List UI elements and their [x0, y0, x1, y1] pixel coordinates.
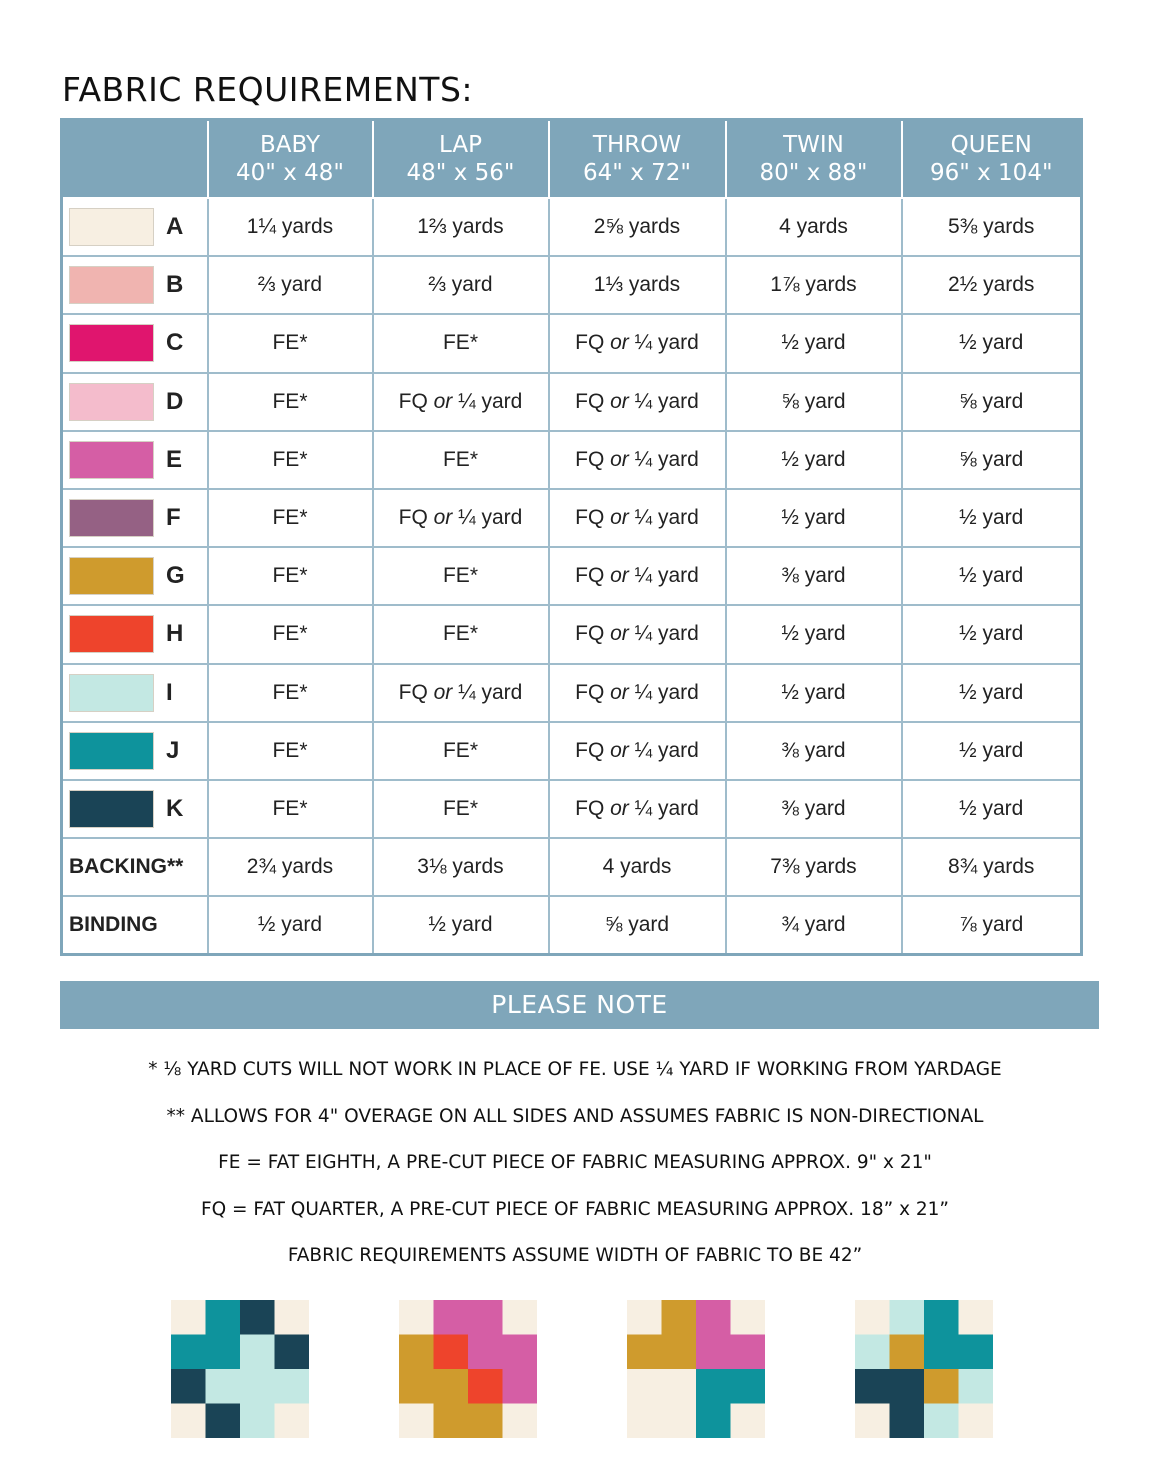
amount-cell: FE*	[208, 373, 373, 431]
col-header-twin	[726, 120, 902, 199]
col-header-queen	[902, 120, 1082, 199]
amount-cell: FE*	[373, 547, 549, 605]
col-name: QUEEN	[950, 132, 1032, 158]
quilt-patch	[696, 1404, 731, 1439]
fabric-cell	[62, 373, 208, 431]
fabric-row-g	[62, 547, 1082, 605]
quilt-patch	[890, 1335, 925, 1370]
amount-cell: FQ or ¼ yard	[549, 547, 726, 605]
or-word: or	[433, 389, 453, 413]
quilt-patch	[468, 1300, 503, 1335]
note-line: ** ALLOWS FOR 4" OVERAGE ON ALL SIDES AND ASSUMES FABRIC IS NON-DIRECTIONAL	[166, 1105, 984, 1127]
col-header-baby	[208, 120, 373, 199]
amount-cell: 3⅛ yards	[373, 838, 549, 896]
quilt-block-3	[627, 1300, 765, 1438]
quilt-block-previews	[0, 1300, 1150, 1440]
fabric-cell	[62, 547, 208, 605]
amount-cell: 5⅜ yards	[902, 198, 1082, 256]
quilt-block-4	[855, 1300, 993, 1438]
quilt-patch	[959, 1404, 994, 1439]
amount-cell: FE*	[208, 780, 373, 838]
quilt-block-svg	[399, 1300, 537, 1438]
fabric-letter: A	[166, 213, 184, 241]
amount-cell: ¾ yard	[726, 896, 902, 954]
quilt-patch	[627, 1404, 662, 1439]
amount-cell: 4 yards	[549, 838, 726, 896]
quilt-patch	[890, 1300, 925, 1335]
amount-cell: ½ yard	[208, 896, 373, 954]
fabric-swatch	[69, 208, 154, 246]
fabric-cell	[62, 431, 208, 489]
amount-cell: 2⅝ yards	[549, 198, 726, 256]
or-word: or	[610, 506, 629, 530]
or-word: or	[610, 564, 629, 588]
page-title: FABRIC REQUIREMENTS:	[62, 70, 474, 109]
amount-cell: 2¾ yards	[208, 838, 373, 896]
quilt-patch	[240, 1300, 275, 1335]
fabric-row-c	[62, 314, 1082, 372]
or-word: or	[610, 796, 629, 820]
amount-cell: ⅔ yard	[373, 256, 549, 314]
note-line: FABRIC REQUIREMENTS ASSUME WIDTH OF FABRIC TO BE 42”	[287, 1245, 863, 1266]
or-word: or	[610, 622, 629, 646]
quilt-patch	[275, 1404, 310, 1439]
col-size: 64" x 72"	[583, 160, 691, 186]
quilt-block-svg	[627, 1300, 765, 1438]
corner-header	[62, 120, 208, 199]
quilt-patch	[731, 1404, 766, 1439]
fabric-cell	[62, 722, 208, 780]
quilt-block-1	[171, 1300, 309, 1438]
amount-cell: ½ yard	[726, 605, 902, 663]
amount-cell: ½ yard	[902, 314, 1082, 372]
col-size: 80" x 88"	[759, 160, 868, 186]
quilt-patch	[627, 1300, 662, 1335]
amount-cell: ½ yard	[726, 664, 902, 722]
quilt-patch	[662, 1369, 697, 1404]
amount-cell: FQ or ¼ yard	[549, 431, 726, 489]
amount-cell: 8¾ yards	[902, 838, 1082, 896]
quilt-patch	[731, 1369, 766, 1404]
amount-cell: FE*	[208, 431, 373, 489]
amount-cell: FE*	[208, 722, 373, 780]
quilt-patch	[627, 1369, 662, 1404]
row-label: BINDING	[62, 896, 208, 954]
amount-cell: ⅜ yard	[726, 722, 902, 780]
col-name: BABY	[259, 132, 321, 158]
quilt-patch	[434, 1404, 469, 1439]
fabric-letter: F	[166, 504, 181, 532]
fabric-letter: J	[166, 736, 180, 764]
fabric-cell	[62, 664, 208, 722]
quilt-patch	[434, 1369, 469, 1404]
quilt-patch	[240, 1335, 275, 1370]
quilt-patch	[171, 1300, 206, 1335]
fabric-letter: E	[166, 445, 183, 473]
or-word: or	[610, 680, 629, 704]
fabric-letter: D	[166, 387, 184, 415]
col-size: 96" x 104"	[929, 160, 1053, 186]
amount-cell: FE*	[373, 605, 549, 663]
amount-cell: ½ yard	[726, 489, 902, 547]
quilt-patch	[240, 1404, 275, 1439]
quilt-patch	[662, 1404, 697, 1439]
amount-cell: FQ or ¼ yard	[373, 664, 549, 722]
fabric-letter: H	[166, 620, 184, 648]
amount-cell: ½ yard	[902, 547, 1082, 605]
quilt-patch	[959, 1335, 994, 1370]
fabric-cell	[62, 780, 208, 838]
amount-cell: FQ or ¼ yard	[549, 664, 726, 722]
quilt-patch	[434, 1300, 469, 1335]
fabric-letter: G	[166, 562, 185, 590]
quilt-patch	[275, 1369, 310, 1404]
amount-cell: FQ or ¼ yard	[549, 722, 726, 780]
col-name: THROW	[592, 132, 682, 158]
amount-cell: 7⅜ yards	[726, 838, 902, 896]
amount-cell: ⅝ yard	[549, 896, 726, 954]
amount-cell: 1⅓ yards	[549, 256, 726, 314]
amount-cell: FE*	[373, 431, 549, 489]
amount-cell: FQ or ¼ yard	[549, 489, 726, 547]
amount-cell: ½ yard	[902, 605, 1082, 663]
note-line: FE = FAT EIGHTH, A PRE-CUT PIECE OF FABRIC MEASURING APPROX. 9" x 21"	[218, 1152, 932, 1173]
fabric-swatch	[69, 441, 154, 479]
quilt-patch	[240, 1369, 275, 1404]
amount-cell: FE*	[208, 547, 373, 605]
quilt-patch	[206, 1335, 241, 1370]
note-line: FQ = FAT QUARTER, A PRE-CUT PIECE OF FABRIC MEASURING APPROX. 18” x 21”	[200, 1198, 950, 1220]
or-word: or	[610, 389, 629, 413]
quilt-patch	[503, 1404, 538, 1439]
amount-cell: FQ or ¼ yard	[549, 373, 726, 431]
amount-cell: FQ or ¼ yard	[549, 314, 726, 372]
fabric-swatch	[69, 383, 154, 421]
amount-cell: FE*	[208, 664, 373, 722]
fabric-swatch	[69, 324, 154, 362]
fabric-row-b	[62, 256, 1082, 314]
table-header-row	[62, 120, 1082, 199]
quilt-patch	[434, 1335, 469, 1370]
fabric-row-j	[62, 722, 1082, 780]
amount-cell: 1¼ yards	[208, 198, 373, 256]
fabric-cell	[62, 198, 208, 256]
amount-cell: FE*	[208, 489, 373, 547]
fabric-swatch	[69, 266, 154, 304]
quilt-patch	[959, 1369, 994, 1404]
row-label: BACKING**	[62, 838, 208, 896]
quilt-patch	[890, 1404, 925, 1439]
notes-list	[0, 1052, 1150, 1285]
col-header-lap	[373, 120, 549, 199]
amount-cell: ⅜ yard	[726, 780, 902, 838]
fabric-letter: I	[166, 678, 173, 706]
or-word: or	[433, 680, 453, 704]
fabric-row-i	[62, 664, 1082, 722]
col-size: 40" x 48"	[236, 160, 344, 186]
quilt-patch	[731, 1300, 766, 1335]
quilt-patch	[468, 1335, 503, 1370]
quilt-patch	[959, 1300, 994, 1335]
quilt-patch	[924, 1335, 959, 1370]
amount-cell: 4 yards	[726, 198, 902, 256]
amount-cell: ½ yard	[902, 780, 1082, 838]
quilt-patch	[696, 1300, 731, 1335]
amount-cell: ½ yard	[373, 896, 549, 954]
fabric-swatch	[69, 790, 154, 828]
amount-cell: ⅝ yard	[902, 431, 1082, 489]
amount-cell: ½ yard	[726, 314, 902, 372]
fabric-letter: C	[166, 329, 184, 357]
col-name: TWIN	[783, 132, 844, 158]
quilt-patch	[696, 1369, 731, 1404]
quilt-patch	[503, 1335, 538, 1370]
extra-row-backing	[62, 838, 1082, 896]
col-name: LAP	[439, 132, 482, 158]
fabric-cell	[62, 489, 208, 547]
quilt-patch	[275, 1300, 310, 1335]
fabric-row-e	[62, 431, 1082, 489]
quilt-patch	[503, 1300, 538, 1335]
quilt-patch	[399, 1300, 434, 1335]
quilt-patch	[171, 1404, 206, 1439]
or-word: or	[610, 738, 629, 762]
amount-cell: ⅔ yard	[208, 256, 373, 314]
amount-cell: FE*	[208, 605, 373, 663]
quilt-patch	[855, 1335, 890, 1370]
quilt-patch	[855, 1300, 890, 1335]
amount-cell: FE*	[373, 314, 549, 372]
fabric-letter: B	[166, 271, 184, 299]
fabric-row-a	[62, 198, 1082, 256]
amount-cell: 2½ yards	[902, 256, 1082, 314]
quilt-patch	[627, 1335, 662, 1370]
quilt-block-2	[399, 1300, 537, 1438]
col-header-throw	[549, 120, 726, 199]
fabric-cell	[62, 314, 208, 372]
fabric-row-f	[62, 489, 1082, 547]
quilt-patch	[171, 1369, 206, 1404]
note-line: * ⅛ YARD CUTS WILL NOT WORK IN PLACE OF FE. USE ¼ YARD IF WORKING FROM YARDAGE	[148, 1059, 1002, 1080]
fabric-letter: K	[166, 794, 184, 822]
quilt-patch	[662, 1300, 697, 1335]
amount-cell: ½ yard	[902, 664, 1082, 722]
quilt-patch	[468, 1369, 503, 1404]
quilt-patch	[503, 1369, 538, 1404]
quilt-block-svg	[855, 1300, 993, 1438]
fabric-swatch	[69, 674, 154, 712]
fabric-cell	[62, 256, 208, 314]
amount-cell: ½ yard	[902, 489, 1082, 547]
col-size: 48" x 56"	[406, 160, 515, 186]
quilt-patch	[855, 1404, 890, 1439]
fabric-swatch	[69, 732, 154, 770]
or-word: or	[433, 506, 453, 530]
fabric-swatch	[69, 557, 154, 595]
fabric-swatch	[69, 615, 154, 653]
amount-cell: 1⅞ yards	[726, 256, 902, 314]
quilt-patch	[206, 1404, 241, 1439]
fabric-requirements-table	[60, 118, 1083, 956]
amount-cell: FE*	[373, 722, 549, 780]
amount-cell: ⅜ yard	[726, 547, 902, 605]
amount-cell: FQ or ¼ yard	[549, 780, 726, 838]
amount-cell: FE*	[373, 780, 549, 838]
quilt-patch	[468, 1404, 503, 1439]
amount-cell: FQ or ¼ yard	[549, 605, 726, 663]
extra-row-binding	[62, 896, 1082, 954]
amount-cell: 1⅔ yards	[373, 198, 549, 256]
quilt-patch	[890, 1369, 925, 1404]
fabric-row-d	[62, 373, 1082, 431]
or-word: or	[610, 331, 629, 355]
quilt-patch	[662, 1335, 697, 1370]
amount-cell: FE*	[208, 314, 373, 372]
quilt-patch	[924, 1404, 959, 1439]
quilt-patch	[206, 1300, 241, 1335]
quilt-patch	[855, 1369, 890, 1404]
quilt-patch	[399, 1369, 434, 1404]
fabric-row-k	[62, 780, 1082, 838]
please-note-header: PLEASE NOTE	[60, 981, 1099, 1029]
fabric-swatch	[69, 499, 154, 537]
amount-cell: FQ or ¼ yard	[373, 489, 549, 547]
amount-cell: FQ or ¼ yard	[373, 373, 549, 431]
quilt-patch	[206, 1369, 241, 1404]
amount-cell: ½ yard	[726, 431, 902, 489]
or-word: or	[610, 447, 629, 471]
quilt-patch	[275, 1335, 310, 1370]
quilt-patch	[696, 1335, 731, 1370]
amount-cell: ½ yard	[902, 722, 1082, 780]
fabric-row-h	[62, 605, 1082, 663]
quilt-patch	[731, 1335, 766, 1370]
quilt-patch	[399, 1335, 434, 1370]
amount-cell: ⅝ yard	[902, 373, 1082, 431]
amount-cell: ⅝ yard	[726, 373, 902, 431]
quilt-patch	[171, 1335, 206, 1370]
amount-cell: ⅞ yard	[902, 896, 1082, 954]
fabric-cell	[62, 605, 208, 663]
quilt-block-svg	[171, 1300, 309, 1438]
quilt-patch	[924, 1300, 959, 1335]
quilt-patch	[924, 1369, 959, 1404]
quilt-patch	[399, 1404, 434, 1439]
